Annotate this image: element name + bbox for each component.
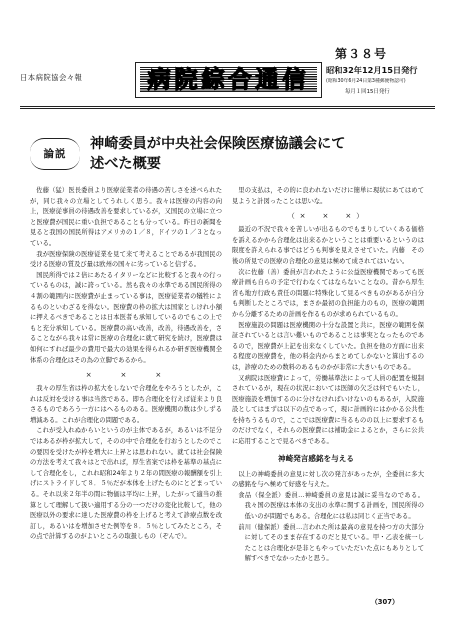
- publisher-label: 日本病院協会々報: [20, 73, 83, 82]
- masthead-title: 病院綜合通信: [147, 66, 310, 93]
- left-paragraph: 国民所得では２倍にあたるイタリーなどに比較すると我々の行っているものは，誠に誇っている。然も我々の水準である国民所得の４割の範囲内に医療費が止まっている事は，医療従業者の犠牲によるものといわざるを得ない。医療費の枠の拡大は国家としけれ小額に押えるべきであることは日本医者も承知しているのでもこの上でもと充分承知している。医療費の高い改善，改善，待遇改善を，さることながら我々は常に医療の合理化に就て研究を続け，医療費は如何にすれば最少の費用で最大の効果を得られるか研ぎ医療機関全体系の合理化はその為の立脚であるから。: [30, 271, 222, 364]
- left-paragraph: 我が医療保険の医療従業を見て来て考えることであるが我国民の受ける医療の質及び量は欧州の国々に劣っていると信ずる。: [30, 250, 222, 269]
- headline-line-1: 神崎委員が中央社会保険医療協議会にて: [90, 136, 346, 152]
- right-paragraph: 次に佐藤（善）委員が言われたように公益医療機関であっても医療計画も自らの予定で行わなくてはならないことなの。昔から厚生省も地方行政も責任の問題に特殊化して見るべきものがあるが自分も判断したところでは，まさか最初の負担能力のもの，医療の範囲から分離するための計画を作るものが求められているもの。: [232, 268, 424, 318]
- section-separator: × × ×: [85, 371, 167, 380]
- list-item: 食品（保全派）委員…神崎委員の意見は誠に妥当なのである。我々国の医療は本体の支出の水準に関する計画を，国民所得の低いのが問題でもある。合理化には私は同じく正当である。: [238, 491, 424, 521]
- list-item: 前川（健保派）委員…言われた所は最高の意見を持つ方の大部分に対してそのまま存在するのだと見ている。甲・乙表を統一したことは合理化が是非ともやっていただいた点にもありとして解すべきでなかったかと思う。: [238, 523, 424, 563]
- left-column: [30, 186, 222, 543]
- masthead: [135, 62, 322, 98]
- left-paragraph: これが受入れぬからいというのが主体であるが，あるいは不足分ではあるが枠が拡大して，そのの中で合理化を行おうとしたのでこの要因を受けたが枠を増大に上昇とは思われない。就ては社会保険の方法を考えて我々はとで出れば，厚生省案では枠を基準の基点にして合理化をし，これれ昭和24年より２年の間医療の報酬額を引上げにストライドして８．５％だが本体を上げたものにとどまっている。それ以来２年半の間に物価は平均に上昇，したがって適当の推算として理解して扱い適用する分の一つだけの変化比較して，他の医療以外の要求に達した医療費の枠を上げると考えて診療点数を改訂し，あるいはを増加させた例等を８．５％としてみたところ，その点で計算するのがよいところの取扱しもの（ぞんで）。: [30, 427, 222, 541]
- editorial-tag: [30, 138, 80, 170]
- left-paragraph: 我々の厚生省は枠の拡大をしないで合理化をやろうとしたが，これは反対を受ける事は当然である。即ち合理化を行えば従来より良さるものであろう一方にはへるものある。医療機関の数は少しずる増減ある。これが合理化の問題である。: [30, 385, 222, 424]
- right-paragraph: 最近の不況で我々を苦しいが出るものでもまりしていくある価格を訴えるかから合理化は出来るかということは重要いるというのは限度を許えられる事ではどうも判事を見えさせていた。内藤 その後の所見での医療の合理化の意見は極めて成されてはいない。: [232, 226, 424, 265]
- right-paragraph: 里の支払は，その的に良われないだけに簡単に現状にあてはめて見ようと計図ったことは思いな。: [232, 187, 424, 205]
- section-subheading: 神崎発言感銘を与える: [278, 453, 354, 463]
- right-paragraph: 又病院は医療費によって，労働基準法によって人員の配置を規制されているが，現在の状況においては医師の欠乏は何でもいたし，医療施設を増加するのに分けなければいけないのもあるが，入院施設としてはまずは以下の点であって，現に計画的にはかかる公共性を持ちうるもので，ここでは医療費に当るものの以上に要求するものだけでなく，それらの医療費には補助金によるとか，さらに公共に応用することで見るべきである。: [232, 374, 424, 446]
- publication-frequency: 毎月１回15日発行: [345, 89, 390, 95]
- article-headline: [90, 134, 345, 174]
- right-paragraph: 医療施設の問題は医療機関の十分な設置と共に，医療の範囲を保証されているとは言い難いものであることは事実となったものであるので，医療費が上記を出来なくしていた。負担を他の方面に出来る程度の医療費を，他の料金内からまとめてしかないと算出するのは，診療のための数料のあるものかが非常に大きいものである。: [232, 321, 424, 371]
- postal-permit: (昭和30年6月24日第3種郵便物認可): [326, 79, 406, 84]
- header-rule-top: [20, 106, 435, 107]
- right-paragraph: 以上の神崎委員の意見に対し次の発言があったが，全委員に多大の感銘を与へ極めて好感を与えた。: [232, 470, 424, 489]
- right-column: [232, 186, 424, 565]
- editorial-tag-label: 論説: [43, 148, 67, 160]
- issue-number: 第３８号: [335, 47, 388, 61]
- left-paragraph: 佐藤（猛）医長委員より医療従業者の待遇の苦しさを述べられたが，同じ我々の立場としてうれしく思う。我々は医療の内容の向上，医療従事員の待遇改善を要求しているが，又国民の立場に立つと医療費が国民に重い負担であることも分っている。昨日の新聞を見ると我国の国民所得はアメリカの１／８，ドイツの１／３となっている。: [30, 187, 222, 247]
- page-number: （307）: [371, 598, 399, 606]
- headline-line-2: 述べた概要: [90, 156, 161, 172]
- publication-date: 昭和32年12月15日発行: [326, 65, 418, 75]
- header-rule-bottom: [20, 108, 435, 109]
- section-separator: （× × ×）: [287, 212, 369, 221]
